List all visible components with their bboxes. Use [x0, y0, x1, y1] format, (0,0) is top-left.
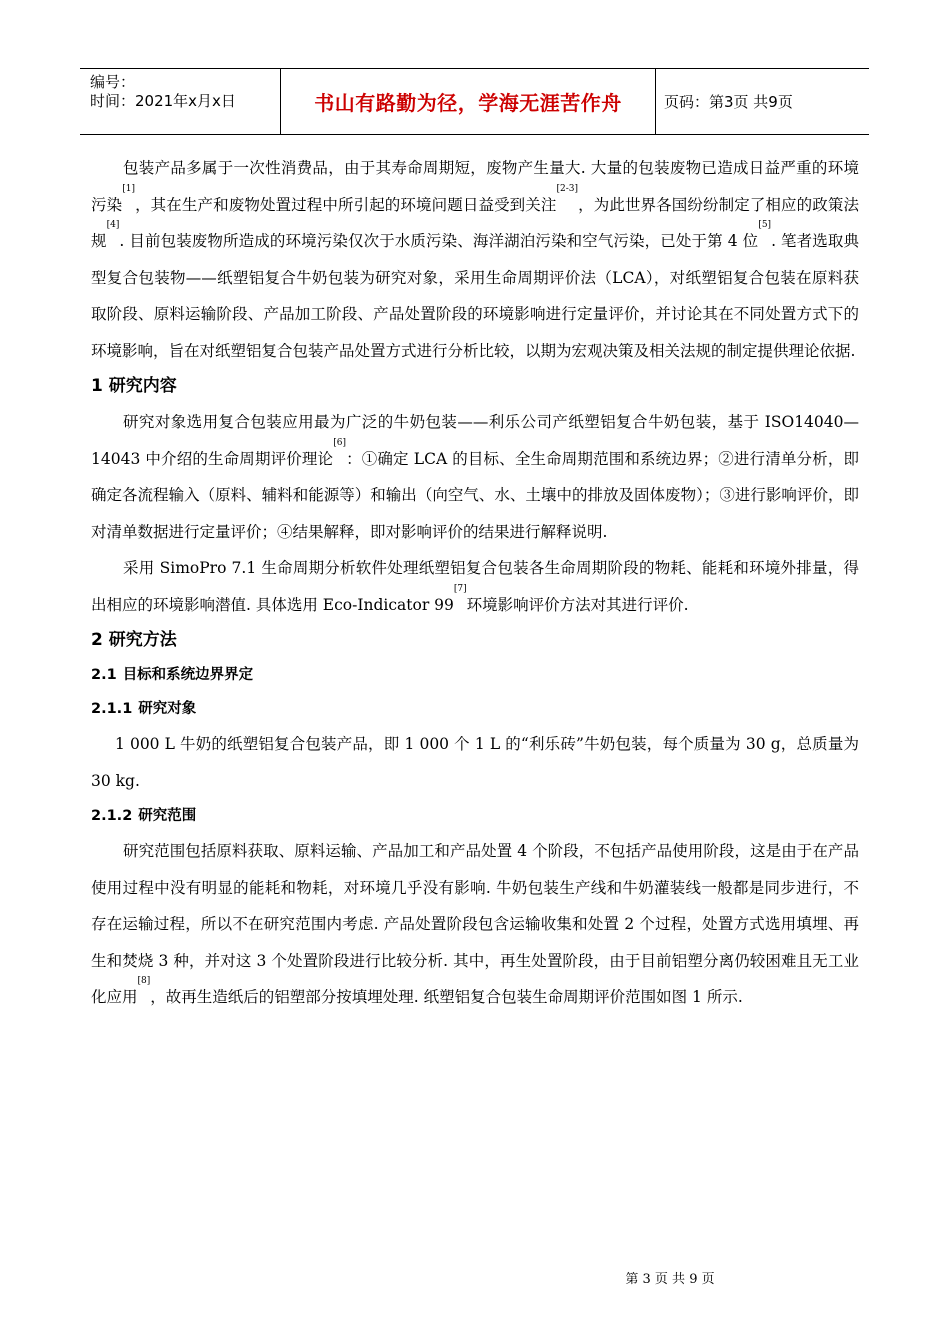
document-number-label: 编号： [90, 73, 136, 91]
subsubsection-title: 研究对象 [138, 701, 197, 717]
document-date: 时间：2021年x月x日 [90, 92, 236, 110]
subsection-title: 目标和系统边界界定 [122, 667, 254, 683]
subsubsection-number: 2.1.2 [91, 808, 133, 824]
citation: [5] [758, 220, 772, 230]
subsection-number: 2.1 [91, 667, 117, 683]
intro-text-4: . 目前包装废物所造成的环境污染仅次于水质污染、海洋湖泊污染和空气污染，已处于第 4 位 [119, 232, 759, 250]
object-paragraph: 1 000 L 牛奶的纸塑铝复合包装产品，即 1 000 个 1 L 的“利乐砖”牛奶包装，每个质量为 30 g，总质量为 30 kg. [91, 735, 859, 790]
subsubsection-title: 研究范围 [138, 808, 197, 824]
subsubsection-number: 2.1.1 [91, 701, 133, 717]
citation: [8] [137, 976, 151, 986]
section1-text-4: 环境影响评价方法对其进行评价. [466, 595, 689, 614]
subsubsection-heading [91, 799, 859, 833]
section1-paragraph-2 [91, 550, 859, 623]
section1-text-1: 研究对象选用复合包装应用最为广泛的牛奶包装——利乐公司产纸塑铝复合牛奶包装，基于 ISO14040—14043 中介绍的生命周期评价理论 [91, 413, 859, 468]
document-body [91, 150, 859, 1016]
header-meta [80, 69, 280, 134]
section-heading: 2 研究方法 [91, 630, 177, 650]
citation: [4] [106, 220, 120, 230]
subsubsection-heading [91, 692, 859, 726]
scope-text-1: 研究范围包括原料获取、原料运输、产品加工和产品处置 4 个阶段，不包括产品使用阶段，这是由于在产品使用过程中没有明显的能耗和物耗，对环境几乎没有影响. 牛奶包装生产线和牛奶灌装线一般都是同步进行，不存在运输过程，所以不在研究范围内考虑. 产品处置阶段包含运输收集和处置 2 个过程，处置方式选用填埋、再生和焚烧 3 种，并对这 3 个处置阶段进行比较分析. 其中，再生处置阶段，由于目前铝塑分离仍较困难且无工业化应用 [91, 842, 859, 1006]
document-header [80, 68, 869, 135]
intro-text-2: ，其在生产和废物处置过程中所引起的环境问题日益受到关注 [134, 195, 557, 214]
intro-text-3: ，为此世界各国纷纷制定了相应的政策法规 [91, 195, 859, 250]
section1-paragraph-1 [91, 404, 859, 550]
citation: [7] [453, 583, 467, 594]
scope-text-2: ，故再生造纸后的铝塑部分按填埋处理. 纸塑铝复合包装生命周期评价范围如图 1 所示. [150, 988, 743, 1006]
intro-text-1: 包装产品多属于一次性消费品，由于其寿命周期短，废物产生量大. 大量的包装废物已造成日益严重的环境污染 [91, 159, 859, 214]
header-motto: 书山有路勤为径，学海无涯苦作舟 [280, 69, 656, 134]
scope-paragraph [91, 833, 859, 1016]
section1-text-3: 采用 SimoPro 7.1 生命周期分析软件处理纸塑铝复合包装各生命周期阶段的物耗、能耗和环境外排量，得出相应的环境影响潜值. 具体选用 Eco-Indicator 99 [91, 559, 859, 614]
intro-paragraph [91, 150, 859, 369]
citation: [2-3] [556, 183, 579, 194]
citation: [1] [122, 183, 135, 194]
header-page-info: 页码：第3页 共9页 [664, 93, 793, 111]
section1-text-2: ：①确定 LCA 的目标、全生命周期范围和系统边界；②进行清单分析，即确定各流程输入（原料、辅料和能源等）和输出（向空气、水、土壤中的排放及固体废物）；③进行影响评价，即对清单数据进行定量评价；④结果解释，即对影响评价的结果进行解释说明. [91, 449, 859, 541]
intro-text-5: . 笔者选取典型复合包装物——纸塑铝复合牛奶包装为研究对象，采用生命周期评价法（LCA），对纸塑铝复合包装在原料获取阶段、原料运输阶段、产品加工阶段、产品处置阶段的环境影响进行定量评价，并讨论其在不同处置方式下的环境影响，旨在对纸塑铝复合包装产品处置方式进行分析比较，以期为宏观决策及相关法规的制定提供理论依据. [91, 232, 859, 360]
citation: [6] [333, 437, 346, 448]
subsection-heading [91, 658, 859, 692]
section-heading: 1 研究内容 [91, 376, 177, 396]
page-footer: 第 3 页 共 9 页 [625, 1272, 715, 1287]
